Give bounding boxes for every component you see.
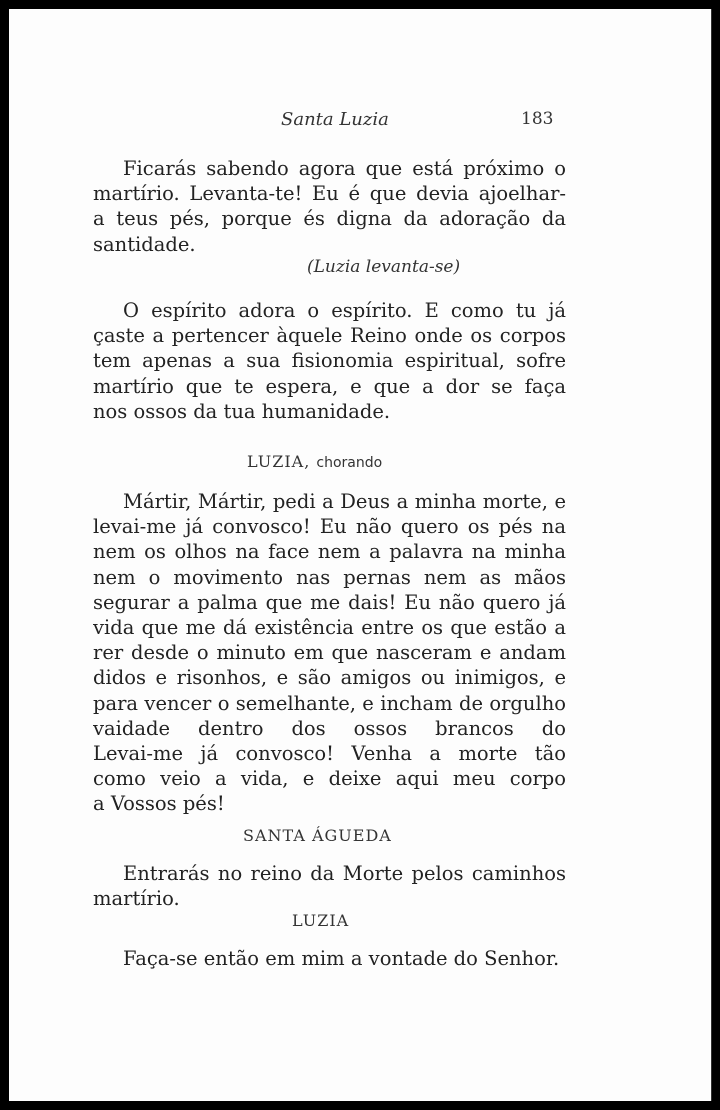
text-line: rer desde o minuto em que nasceram e andam <box>93 641 566 665</box>
text-line: martírio que te espera, e que a dor se faça <box>93 374 566 398</box>
text-line: didos e risonhos, e são amigos ou inimigos, e <box>93 666 566 690</box>
paragraph-4 <box>93 861 566 911</box>
book-page <box>9 9 712 1101</box>
stage-direction: (Luzia levanta-se) <box>307 257 461 277</box>
text-line: Ficarás sabendo agora que está próximo o <box>123 157 566 180</box>
text-line: martírio. <box>93 887 180 911</box>
text-line: Entrarás no reino da Morte pelos caminhos <box>123 862 566 885</box>
text-line: a Vossos pés! <box>93 792 225 816</box>
text-line: martírio. Levanta-te! Eu é que devia ajoelhar- <box>93 182 566 206</box>
speaker-heading-luzia: LUZIA <box>292 911 350 930</box>
text-line: nos ossos da tua humanidade. <box>93 399 391 423</box>
text-line: santidade. <box>93 232 196 256</box>
paragraph-1 <box>93 156 566 257</box>
text-line: como veio a vida, e deixe aqui meu corpo <box>93 767 566 791</box>
text-line: vaidade dentro dos ossos brancos do <box>93 716 566 740</box>
speaker-heading-santa-agueda: SANTA ÁGUEDA <box>243 826 392 845</box>
text-line: a teus pés, porque és digna da adoração da <box>93 207 566 231</box>
running-header-title: Santa Luzia <box>281 109 389 130</box>
text-line: segurar a palma que me dais! Eu não quero já <box>93 590 566 614</box>
text-line: nem os olhos na face nem a palavra na minha <box>93 540 566 564</box>
paragraph-2 <box>93 298 566 424</box>
text-line: çaste a pertencer àquele Reino onde os corpos <box>93 324 566 348</box>
text-line: para vencer o semelhante, e incham de orgulho <box>93 691 566 715</box>
text-line: levai-me já convosco! Eu não quero os pés na <box>93 515 566 539</box>
text-line: Levai-me já convosco! Venha a morte tão <box>93 741 566 765</box>
text-line: Mártir, Mártir, pedi a Deus a minha morte, e <box>123 490 566 513</box>
text-line: Faça-se então em mim a vontade do Senhor. <box>123 947 560 970</box>
speaker-name: LUZIA, <box>247 452 311 471</box>
text-line: vida que me dá existência entre os que estão a <box>93 615 566 639</box>
text-line: nem o movimento nas pernas nem as mãos <box>93 565 566 589</box>
text-line: tem apenas a sua fisionomia espiritual, sofre <box>93 349 566 373</box>
text-line: O espírito adora o espírito. E como tu já <box>123 299 566 322</box>
speaker-heading-luzia-chorando <box>247 452 382 471</box>
page-number: 183 <box>521 109 554 129</box>
speaker-direction: chorando <box>316 455 383 471</box>
paragraph-3 <box>93 489 566 816</box>
paragraph-5 <box>93 946 566 971</box>
